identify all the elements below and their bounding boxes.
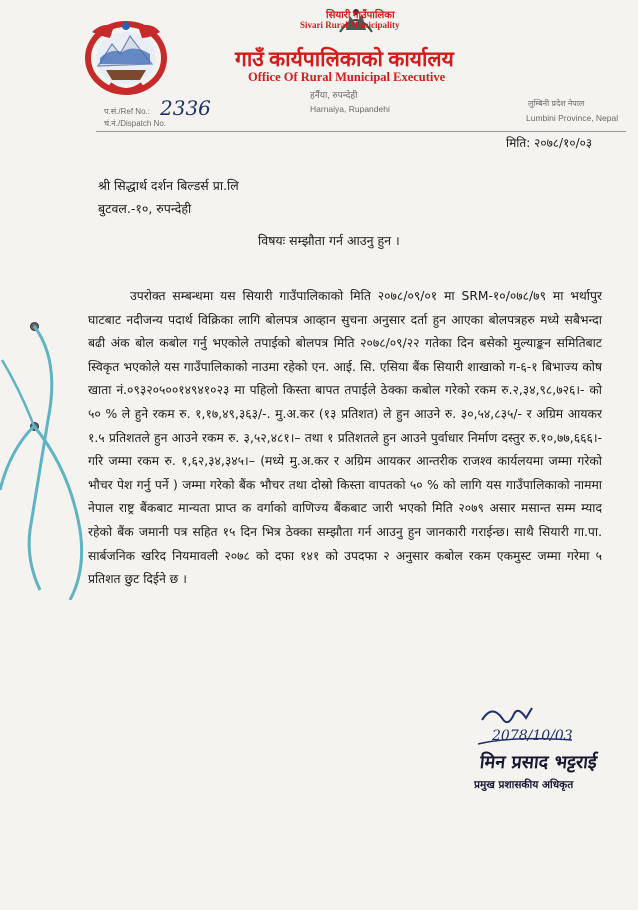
- recipient-name: श्री सिद्धार्थ दर्शन बिल्डर्स प्रा.लि: [98, 178, 239, 193]
- body-paragraph: उपरोक्त सम्बन्धमा यस सियारी गाउँपालिकाको मिति २०७८/०९/०१ मा SRM-१०/०७८/७९ मा भर्थापुर घाटबाट नदीजन्य पदार्थ विक्रिका लागि बोलपत्र आव्हान सुचना अनुसार दर्ता हुन आएका बोलपत्रहरु मध्ये सबैभन्दा बढी अंक बोल कबोल गर्नु भएकोले तपाईको बोलपत्र मिति २०७८/०९/२२ गतेका दिन बसेको मुल्याङ्कन समितिबाट स्विकृत भएकोले यस गाउँपालिकाको नाउमा रहेको एन. आई. सि. एसिया बैंक सियारी शाखाको ग-६-१ बिभाज्य कोष खाता नं.०९३२०५००१४९४१०२३ मा पहिलो किस्ता बापत तपाईले ठेक्का कबोल गरेको रकम रु.२,३४,९८,७२६।- को ५० % ले हुने रकम रु. १,१७,४९,३६३/-. मु.अ.कर (१३ प्रतिशत) ले हुन आउने रु. ३०,५४,८३५/- र अग्रिम आयकर १.५ प्रतिशतले हुन आउने रकम रु. ३,५२,४८१।– तथा १ प्रतिशतले हुन आउने पुर्वाधार निर्माण दस्तुर रु.१०,७७,६६६।- गरि जम्मा रकम रु. १,६२,३४,३४५।– (मध्ये मु.अ.कर र अग्रिम आयकर आन्तरीक राजश्व कार्यलयमा जम्मा गरेको भौचर पेश गर्नु पर्ने ) जम्मा गरेको बैंक भौचर तथा दोस्रो किस्ता वापतको ५० % को लागि यस गाउँपालिकाको नाममा नेपाल राष्ट्र बैंकबाट मान्यता प्राप्त क वर्गाको वाणिज्य बैंकबाट जारी भएको मिति २०७९ असार मसान्त सम्म म्याद रहेको बैंक जमानी पत्र सहित १५ दिन भित्र ठेक्का सम्झौता गर्न आउनु हुन जानकारी गराईन्छ। साथै सियारी गा.पा. सार्बजनिक खरिद नियमावली २०७८ को दफा १४१ को उपदफा २ अनुसार कबोल रकम एकमुस्ट जम्मा गरेमा ५ प्रतिशत छुट दिईने छ ।: [88, 289, 602, 587]
- recipient-address: बुटवल.-१०, रुपन्देही: [98, 201, 192, 216]
- letter-date: मिति: २०७८/१०/०३: [506, 136, 593, 150]
- place-en: Harnaiya, Rupandehi: [310, 104, 390, 114]
- nepal-emblem-icon: [80, 14, 172, 98]
- province-en: Lumbini Province, Nepal: [526, 113, 619, 123]
- ref-label: प.सं./Ref No.:: [104, 107, 150, 116]
- letter-body: [88, 285, 602, 592]
- signature-date: 2078/10/03: [492, 728, 573, 744]
- dispatch-label: चं.नं./Dispatch No.: [104, 119, 166, 128]
- office-name-en-small: Sivari Rural Municipality: [300, 20, 400, 30]
- office-title-np: गाउँ कार्यपालिकाको कार्यालय: [235, 47, 454, 71]
- binding-string-icon: [0, 300, 90, 600]
- handwritten-ref-number: 2336: [160, 96, 211, 120]
- signatory-name: मिन प्रसाद भट्टराई: [478, 752, 598, 773]
- subject-line: विषयः सम्झौता गर्न आउनु हुन ।: [258, 233, 400, 248]
- header-divider: [96, 131, 626, 132]
- province-np: लुम्बिनी प्रदेश नेपाल: [528, 99, 585, 108]
- signatory-designation: प्रमुख प्रशासकीय अधिकृत: [474, 779, 574, 791]
- office-name-np-small: सियारी गाउँपालिका: [326, 10, 395, 21]
- place-np: हर्नैया, रुपन्देही: [310, 90, 358, 100]
- office-title-en: Office Of Rural Municipal Executive: [248, 70, 446, 84]
